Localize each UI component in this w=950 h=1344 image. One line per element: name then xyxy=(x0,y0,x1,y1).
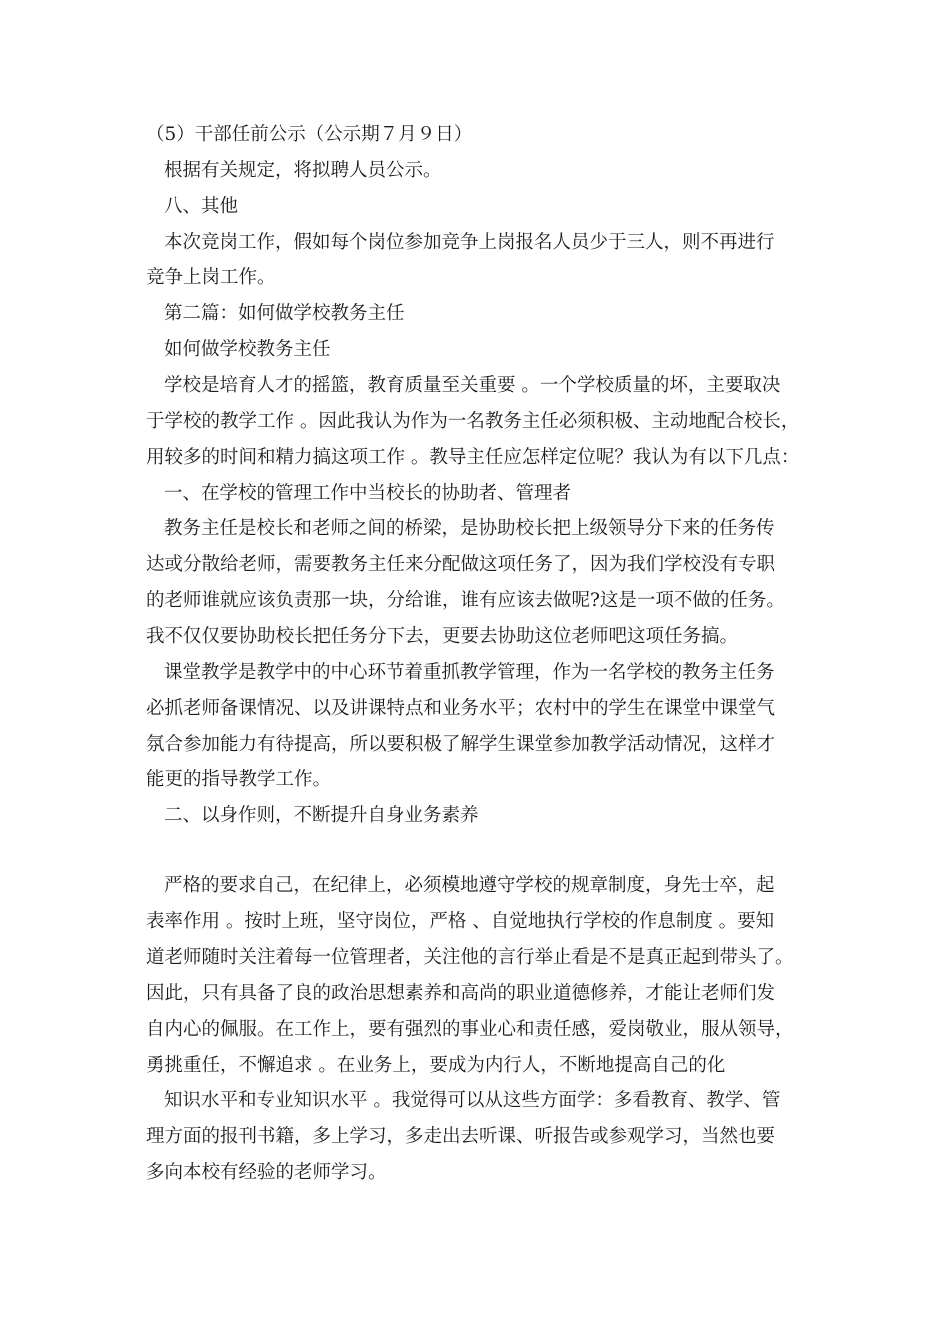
paragraph-line: 教务主任是校长和老师之间的桥梁，是协助校长把上级领导分下来的任务传 xyxy=(164,518,775,539)
paragraph-line: 用较多的时间和精力搞这项工作 。教导主任应怎样定位呢？我认为有以下几点： xyxy=(146,447,800,468)
section-heading: 一、在学校的管理工作中当校长的协助者、管理者 xyxy=(164,483,572,504)
paragraph-line: 勇挑重任，不懈追求 。在业务上，要成为内行人，不断地提高自己的化 xyxy=(146,1055,726,1076)
paragraph-line: 道老师随时关注着每一位管理者，关注他的言行举止看是不是真正起到带头了。 xyxy=(146,947,794,968)
paragraph-line: 能更的指导教学工作。 xyxy=(146,769,332,790)
paragraph-line: 根据有关规定，将拟聘人员公示。 xyxy=(164,160,442,181)
paragraph-line: 竞争上岗工作。 xyxy=(146,267,276,288)
paragraph-line: 达或分散给老师，需要教务主任来分配做这项任务了，因为我们学校没有专职 xyxy=(146,554,776,575)
paragraph-line: 于学校的教学工作 。因此我认为作为一名教务主任必须积极、主动地配合校长， xyxy=(146,411,800,432)
paragraph-line: 氛合参加能力有待提高，所以要积极了解学生课堂参加教学活动情况，这样才 xyxy=(146,734,776,755)
section-heading: 第二篇：如何做学校教务主任 xyxy=(164,303,405,324)
paragraph-line: 我不仅仅要协助校长把任务分下去，更要去协助这位老师吧这项任务搞。 xyxy=(146,626,739,647)
paragraph-line: 知识水平和专业知识水平 。我觉得可以从这些方面学：多看教育、教学、管 xyxy=(164,1090,781,1111)
paragraph-line: （5）干部任前公示（公示期７月９日） xyxy=(146,124,473,145)
section-heading: 如何做学校教务主任 xyxy=(164,339,331,360)
paragraph-line: 必抓老师备课情况、以及讲课特点和业务水平；农村中的学生在课堂中课堂气 xyxy=(146,698,776,719)
paragraph-line: 本次竞岗工作，假如每个岗位参加竞争上岗报名人员少于三人，则不再进行 xyxy=(164,232,775,253)
paragraph-line: 因此，只有具备了良的政治思想素养和高尚的职业道德修养，才能让老师们发 xyxy=(146,983,776,1004)
paragraph-line: 课堂教学是教学中的中心环节着重抓教学管理，作为一名学校的教务主任务 xyxy=(164,662,775,683)
section-heading: 八、其他 xyxy=(164,196,239,217)
paragraph-line: 表率作用 。按时上班，坚守岗位，严格 、自觉地执行学校的作息制度 。要知 xyxy=(146,911,775,932)
paragraph-line: 理方面的报刊书籍，多上学习，多走出去听课、听报告或参观学习，当然也要 xyxy=(146,1126,776,1147)
paragraph-line: 自内心的佩服。在工作上，要有强烈的事业心和责任感，爱岗敬业，服从领导， xyxy=(146,1019,794,1040)
paragraph-line: 多向本校有经验的老师学习。 xyxy=(146,1162,387,1183)
paragraph-line: 的老师谁就应该负责那一块，分给谁，谁有应该去做呢?这是一项不做的任务。 xyxy=(146,590,785,611)
paragraph-line: 学校是培育人才的摇篮，教育质量至关重要 。一个学校质量的坏，主要取决 xyxy=(164,375,781,396)
paragraph-line: 严格的要求自己，在纪律上，必须模地遵守学校的规章制度，身先士卒，起 xyxy=(164,875,775,896)
section-heading: 二、以身作则，不断提升自身业务素养 xyxy=(164,805,479,826)
